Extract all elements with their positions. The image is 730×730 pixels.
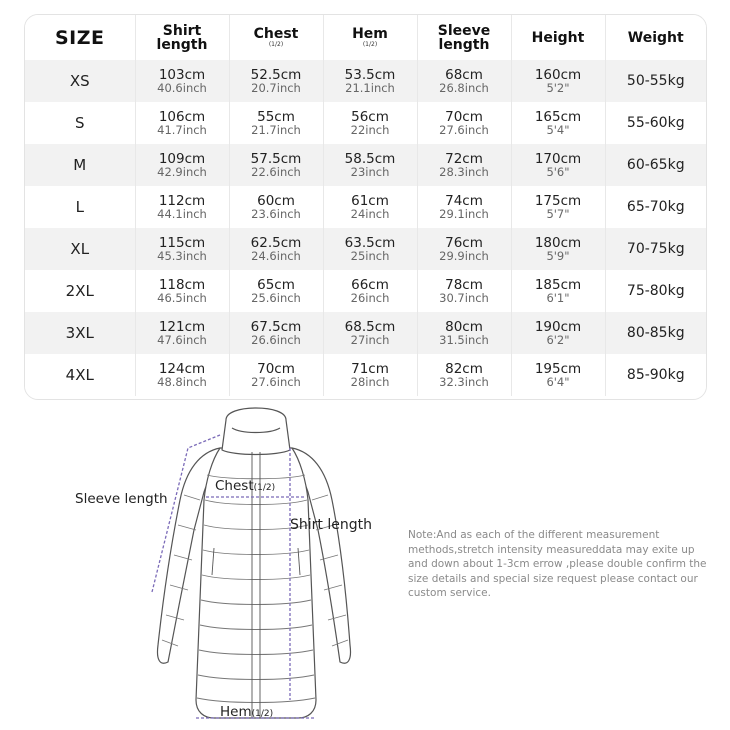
weight-cell: 55-60kg — [605, 102, 706, 144]
chest-secondary-value: 27.6inch — [251, 375, 301, 389]
chest-primary-value: 57.5cm — [250, 151, 302, 167]
shirt-length-cell — [135, 144, 229, 186]
size-cell: S — [25, 102, 135, 144]
height-cell — [511, 270, 605, 312]
sleeve-length-primary-value: 72cm — [445, 151, 483, 167]
height-primary-value: 195cm — [534, 361, 582, 377]
weight-cell: 70-75kg — [605, 228, 706, 270]
size-cell: 4XL — [25, 354, 135, 396]
shirt-length-secondary-value: 45.3inch — [157, 249, 207, 263]
height-cell — [511, 354, 605, 396]
height-cell — [511, 228, 605, 270]
shirt-length-primary-value: 106cm — [158, 109, 206, 125]
shirt-length-label: Shirt length — [290, 517, 372, 533]
height-primary-value: 165cm — [534, 109, 582, 125]
shirt-length-cell — [135, 270, 229, 312]
chest-primary-value: 55cm — [257, 109, 295, 125]
hem-label-text: Hem — [220, 704, 252, 720]
sleeve-length-cell — [417, 144, 511, 186]
shirt-length-cell — [135, 102, 229, 144]
hem-cell — [323, 270, 417, 312]
hem-secondary-value: 28inch — [350, 375, 390, 389]
chest-secondary-value: 22.6inch — [251, 165, 301, 179]
shirt-length-secondary-value: 46.5inch — [157, 291, 207, 305]
header-shirt-length — [135, 15, 229, 60]
header-chest-label: Chest — [253, 26, 299, 42]
hem-cell — [323, 186, 417, 228]
table-row — [25, 102, 706, 144]
shirt-length-secondary-value: 48.8inch — [157, 375, 207, 389]
sleeve-length-primary-value: 80cm — [445, 319, 483, 335]
header-chest — [229, 15, 323, 60]
height-secondary-value: 5'2" — [546, 81, 570, 95]
sleeve-length-secondary-value: 29.9inch — [439, 249, 489, 263]
height-secondary-value: 6'2" — [546, 333, 570, 347]
header-shirt-length-label: Shirt length — [156, 22, 208, 53]
chest-secondary-value: 24.6inch — [251, 249, 301, 263]
sleeve-length-secondary-value: 30.7inch — [439, 291, 489, 305]
shirt-length-primary-value: 121cm — [158, 319, 206, 335]
table-row — [25, 60, 706, 102]
chest-secondary-value: 23.6inch — [251, 207, 301, 221]
hem-primary-value: 63.5cm — [344, 235, 396, 251]
chest-primary-value: 52.5cm — [250, 67, 302, 83]
shirt-length-secondary-value: 41.7inch — [157, 123, 207, 137]
header-size: SIZE — [25, 15, 135, 60]
table-row — [25, 144, 706, 186]
shirt-length-secondary-value: 47.6inch — [157, 333, 207, 347]
shirt-length-cell — [135, 60, 229, 102]
table-row — [25, 312, 706, 354]
shirt-length-primary-value: 103cm — [158, 67, 206, 83]
header-hem-sub: (1/2) — [362, 41, 378, 48]
weight-cell: 60-65kg — [605, 144, 706, 186]
size-cell: XS — [25, 60, 135, 102]
shirt-length-primary-value: 118cm — [158, 277, 206, 293]
header-chest-sub: (1/2) — [268, 41, 284, 48]
weight-cell: 85-90kg — [605, 354, 706, 396]
shirt-length-cell — [135, 186, 229, 228]
height-cell — [511, 144, 605, 186]
table-row — [25, 270, 706, 312]
table-header-row — [25, 15, 706, 60]
sleeve-length-secondary-value: 27.6inch — [439, 123, 489, 137]
table-row — [25, 228, 706, 270]
shirt-length-cell — [135, 312, 229, 354]
header-height: Height — [511, 15, 605, 60]
size-cell: XL — [25, 228, 135, 270]
height-cell — [511, 102, 605, 144]
hem-primary-value: 53.5cm — [344, 67, 396, 83]
chest-label-sub: (1/2) — [253, 483, 276, 493]
size-table-body — [25, 60, 706, 396]
chest-cell — [229, 270, 323, 312]
height-secondary-value: 5'4" — [546, 123, 570, 137]
chest-primary-value: 62.5cm — [250, 235, 302, 251]
height-secondary-value: 5'9" — [546, 249, 570, 263]
height-primary-value: 180cm — [534, 235, 582, 251]
height-primary-value: 170cm — [534, 151, 582, 167]
sleeve-length-primary-value: 82cm — [445, 361, 483, 377]
sleeve-length-cell — [417, 228, 511, 270]
sleeve-length-secondary-value: 26.8inch — [439, 81, 489, 95]
chest-cell — [229, 186, 323, 228]
weight-cell: 50-55kg — [605, 60, 706, 102]
size-table — [25, 15, 706, 396]
sleeve-length-primary-value: 74cm — [445, 193, 483, 209]
hem-secondary-value: 23inch — [350, 165, 390, 179]
hem-primary-value: 58.5cm — [344, 151, 396, 167]
hem-cell — [323, 144, 417, 186]
measurement-note: Note:And as each of the different measurement methods,stretch intensity measureddata may exite up and down about 1-3cm errow ,please double confirm the size details and special size request please contact our custom service. — [408, 529, 707, 599]
height-primary-value: 190cm — [534, 319, 582, 335]
sleeve-length-secondary-value: 31.5inch — [439, 333, 489, 347]
hem-secondary-value: 25inch — [350, 249, 390, 263]
chest-secondary-value: 26.6inch — [251, 333, 301, 347]
hem-primary-value: 66cm — [351, 277, 389, 293]
header-hem — [323, 15, 417, 60]
table-row — [25, 186, 706, 228]
sleeve-length-cell — [417, 186, 511, 228]
shirt-length-secondary-value: 44.1inch — [157, 207, 207, 221]
hem-primary-value: 61cm — [351, 193, 389, 209]
weight-cell: 65-70kg — [605, 186, 706, 228]
chest-cell — [229, 354, 323, 396]
chest-cell — [229, 60, 323, 102]
sleeve-length-primary-value: 70cm — [445, 109, 483, 125]
shirt-length-primary-value: 112cm — [158, 193, 206, 209]
header-weight: Weight — [605, 15, 706, 60]
height-secondary-value: 6'4" — [546, 375, 570, 389]
sleeve-length-cell — [417, 102, 511, 144]
chest-primary-value: 65cm — [257, 277, 295, 293]
chest-label — [215, 478, 275, 494]
sleeve-length-cell — [417, 354, 511, 396]
sleeve-length-secondary-value: 32.3inch — [439, 375, 489, 389]
sleeve-length-cell — [417, 60, 511, 102]
hem-label-sub: (1/2) — [251, 709, 274, 719]
hem-secondary-value: 27inch — [350, 333, 390, 347]
height-secondary-value: 6'1" — [546, 291, 570, 305]
height-primary-value: 185cm — [534, 277, 582, 293]
height-cell — [511, 60, 605, 102]
sleeve-length-secondary-value: 28.3inch — [439, 165, 489, 179]
sleeve-length-primary-value: 68cm — [445, 67, 483, 83]
hem-cell — [323, 228, 417, 270]
sleeve-length-cell — [417, 270, 511, 312]
hem-secondary-value: 21.1inch — [345, 81, 395, 95]
hem-secondary-value: 22inch — [350, 123, 390, 137]
chest-secondary-value: 20.7inch — [251, 81, 301, 95]
hem-primary-value: 68.5cm — [344, 319, 396, 335]
sleeve-length-label: Sleeve length — [75, 491, 168, 507]
hem-secondary-value: 26inch — [350, 291, 390, 305]
chest-cell — [229, 102, 323, 144]
hem-primary-value: 56cm — [351, 109, 389, 125]
hem-secondary-value: 24inch — [350, 207, 390, 221]
hem-cell — [323, 102, 417, 144]
sleeve-length-cell — [417, 312, 511, 354]
header-sleeve-length-label: Sleeve length — [437, 22, 491, 53]
chest-secondary-value: 21.7inch — [251, 123, 301, 137]
weight-cell: 80-85kg — [605, 312, 706, 354]
chest-primary-value: 67.5cm — [250, 319, 302, 335]
sleeve-length-secondary-value: 29.1inch — [439, 207, 489, 221]
hem-cell — [323, 60, 417, 102]
header-sleeve-length — [417, 15, 511, 60]
height-secondary-value: 5'7" — [546, 207, 570, 221]
chest-label-text: Chest — [215, 478, 254, 494]
chest-cell — [229, 312, 323, 354]
size-chart-table — [24, 14, 707, 400]
hem-primary-value: 71cm — [351, 361, 389, 377]
shirt-length-secondary-value: 40.6inch — [157, 81, 207, 95]
chest-cell — [229, 144, 323, 186]
height-cell — [511, 312, 605, 354]
height-primary-value: 160cm — [534, 67, 582, 83]
table-row — [25, 354, 706, 396]
shirt-length-secondary-value: 42.9inch — [157, 165, 207, 179]
sleeve-length-primary-value: 76cm — [445, 235, 483, 251]
weight-cell: 75-80kg — [605, 270, 706, 312]
hem-label — [220, 704, 273, 720]
height-cell — [511, 186, 605, 228]
sleeve-length-primary-value: 78cm — [445, 277, 483, 293]
size-cell: M — [25, 144, 135, 186]
hem-cell — [323, 354, 417, 396]
size-cell: 3XL — [25, 312, 135, 354]
chest-secondary-value: 25.6inch — [251, 291, 301, 305]
chest-cell — [229, 228, 323, 270]
shirt-length-cell — [135, 354, 229, 396]
shirt-length-primary-value: 124cm — [158, 361, 206, 377]
chest-primary-value: 60cm — [257, 193, 295, 209]
shirt-length-primary-value: 115cm — [158, 235, 206, 251]
height-primary-value: 175cm — [534, 193, 582, 209]
size-cell: 2XL — [25, 270, 135, 312]
shirt-length-cell — [135, 228, 229, 270]
chest-primary-value: 70cm — [257, 361, 295, 377]
shirt-length-primary-value: 109cm — [158, 151, 206, 167]
size-cell: L — [25, 186, 135, 228]
header-hem-label: Hem — [352, 26, 388, 42]
height-secondary-value: 5'6" — [546, 165, 570, 179]
hem-cell — [323, 312, 417, 354]
